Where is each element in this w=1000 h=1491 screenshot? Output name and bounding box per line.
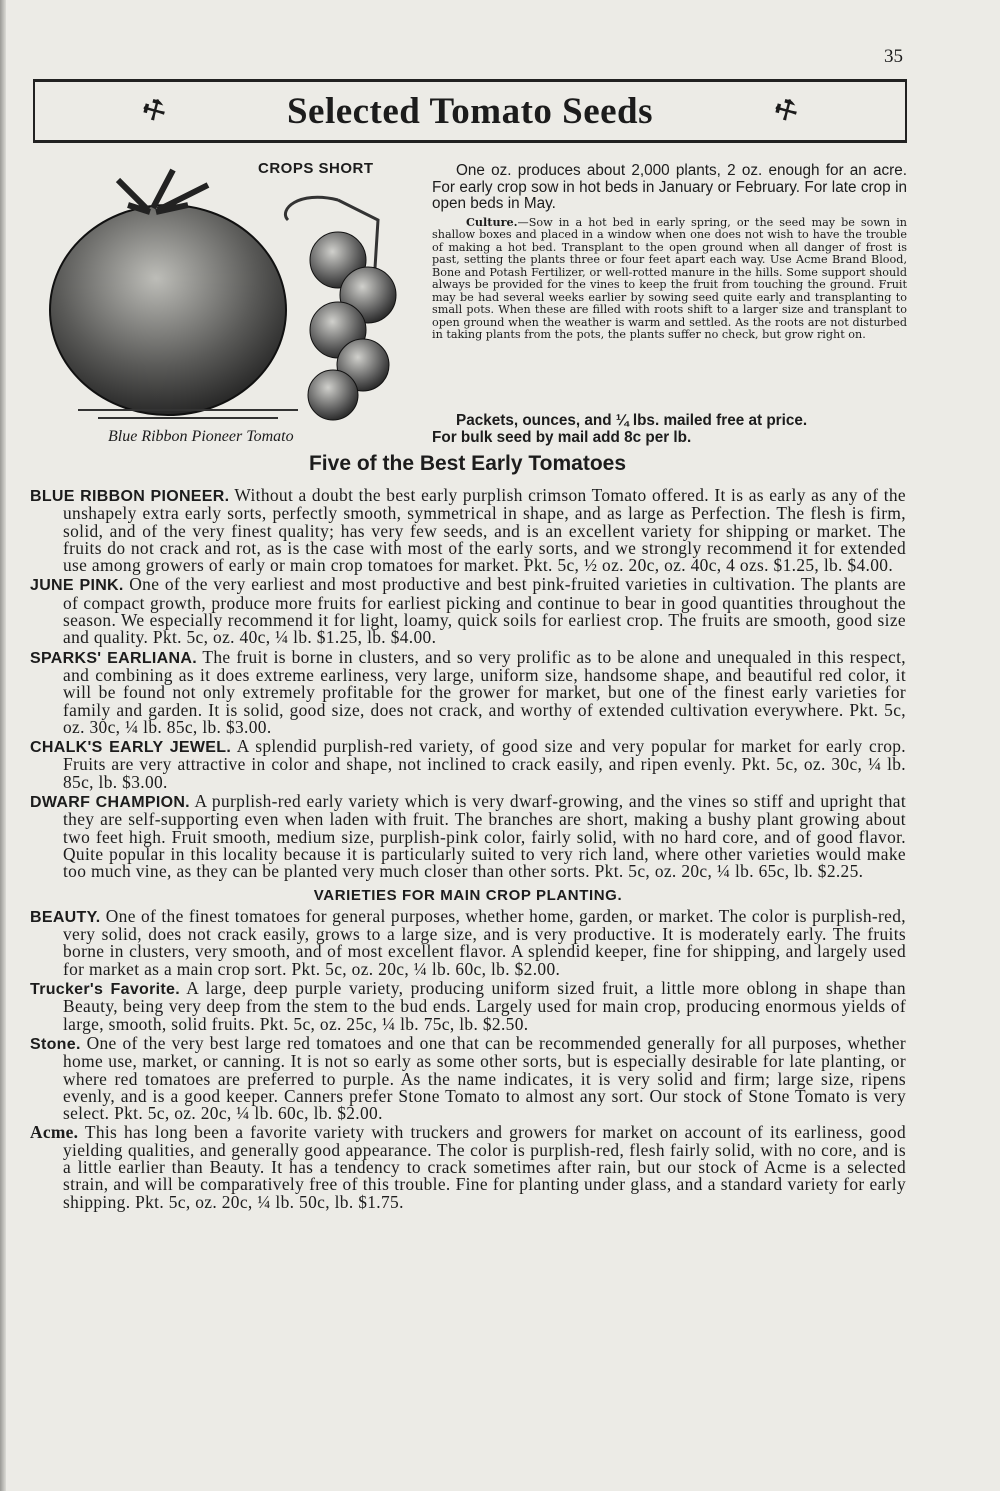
variety-description: One of the very earliest and most productive and best pink-fruited varieties in cultivation. The plants are of compact growth, produce more fruits for earliest picking and continue to bear in good quantities throughout the season. We especially recommend it for light, loamy, quick soils for earliest crop. The fruits are smooth, good size and quality. Pkt. 5c, oz. 40c, ¼ lb. $1.25, lb. $4.00. [63,574,907,648]
tomato-calyx [118,170,208,212]
large-tomato [50,205,286,415]
variety-entry [30,980,906,1033]
trowel-ornament-icon: ⚒ [769,92,804,129]
variety-name: SPARKS' EARLIANA. [30,649,197,667]
variety-name: BEAUTY. [30,908,101,926]
variety-description: One of the finest tomatoes for general purposes, whether home, garden, or market. The color is purplish-red, very solid, does not crack easily, grows to a large size, and is very productive. It is moderately early. The fruits borne in clusters, very smooth, and of most excellent flavor. A splendid keeper, fine for shipping, and largely used for market as a main crop sort. Pkt. 5c, oz. 20c, ¼ lb. 60c, lb. $2.00. [63,905,906,979]
variety-name: JUNE PINK. [30,577,124,595]
variety-name: Stone. [30,1035,81,1053]
variety-entry [30,576,906,646]
cluster-tomato [308,370,358,420]
page-title: Selected Tomato Seeds [286,91,654,132]
variety-description: This has long been a favorite variety with truckers and growers for market on account of its earliness, good yielding qualities, and generally good appearance. The color is purplish-red, flesh fairly solid, with no core, and is a little earlier than Beauty. It has a tendency to crack sometimes after rain, but our stock of Acme is a selected strain, and will be comparatively free of this trouble. Fine for planting under glass, and a standard variety for early shipping. Pkt. 5c, oz. 20c, ¼ lb. 50c, lb. $1.75. [63,1122,906,1212]
variety-name: CHALK'S EARLY JEWEL. [30,739,232,757]
variety-entry [30,905,906,979]
variety-entry [30,1032,906,1124]
culture-text: —Sow in a hot bed in early spring, or the seed may be sown in shallow boxes and placed in a window when one does not wish to have the trouble of making a hot bed. Transplant to the open ground when all danger of frost is past, setting the plants three or four feet apart each way. Use Acme Brand Blood, Bone and Potash Fertilizer, or well-rotted manure in the hills. Some support should always be provided for the vines to keep the fruit from touching the ground. Fruit may be had several weeks earlier by sowing seed quite early and transplanting to small pots. When these are filled with roots shift to a larger size and transplant to open ground when the weather is warm and settled. As the roots are not disturbed in taking plants from the pots, the plants suffer no check, but grow right on. [432,216,907,342]
culture-paragraph [432,216,907,342]
variety-entry [30,646,907,737]
variety-entry [30,1124,906,1210]
illustration-caption: Blue Ribbon Pioneer Tomato [108,428,294,445]
variety-name: Trucker's Favorite. [30,981,180,999]
variety-description: Without a doubt the best early purplish crimson Tomato offered. It is as early as any of the unshapely extra early sorts, perfectly smooth, symmetrical in shape, and as large as Perfection. The flesh is firm, solid, and of the very finest quality; has very few seeds, and is an excellent variety for shipping or market. The fruits do not crack and rot, as is the case with most of the early sorts, and we strongly recommend it for extended use among growers of early or main crop tomatoes for market. Pkt. 5c, ½ oz. 20c, oz. 40c, 4 ozs. $1.25, lb. $4.00. [63,485,907,576]
intro-text [432,163,907,213]
packets-note: Packets, ounces, and ¼ lbs. mailed free at price. [456,412,808,429]
variety-name: BLUE RIBBON PIONEER. [30,488,230,505]
tomato-illustration [38,160,408,428]
variety-description: The fruit is borne in clusters, and so very prolific as to be alone and unequaled in this respect, and combining as it does extreme earliness, very large, uniform size, handsome shape, and beautiful red color, it will be found not only extremely profitable for the grower for market, but one of the finest early varieties for family and garden. It is solid, good size, does not crack, and worthy of extended cultivation everywhere. Pkt. 5c, oz. 30c, ¼ lb. 85c, lb. $3.00. [63,646,907,737]
sowing-info: One oz. produces about 2,000 plants, 2 oz. enough for an acre. For early crop sow in hot beds in January or February. For late crop in open beds in May. [432,162,907,212]
variety-description: A splendid purplish-red variety, of good size and very popular for market for early crop. Fruits are very attractive in color and shape, not inclined to crack easily, and ripen evenly. Pkt. 5c, oz. 30c, ¼ lb. 85c, lb. $3.00. [63,736,906,792]
section-heading-early: Five of the Best Early Tomatoes [308,452,627,475]
mailing-info [432,413,907,446]
crops-short-label: CROPS SHORT [258,160,374,177]
title-banner [33,79,907,143]
culture-label: Culture. [466,215,518,229]
variety-description: A large, deep purple variety, producing uniform sized fruit, a little more oblong in shape than Beauty, being very deep from the stem to the bud ends. Largely used for main crop, producing enormous yields of large, smooth, solid fruits. Pkt. 5c, oz. 25c, ¼ lb. 75c, lb. $2.50. [63,978,906,1034]
variety-name: Acme. [30,1122,79,1143]
variety-description: One of the very best large red tomatoes and one that can be recommended generally for all purposes, whether home use, market, or canning. It is not so early as some other sorts, but is especially desirable for late planting, or where red tomatoes are preferred to purple. As the name indicates, it is very solid and firm; large size, ripens evenly, and is a good keeper. Canners prefer Stone Tomato to almost any sort. Our stock of Stone Tomato is very select. Pkt. 5c, oz. 20c, ¼ lb. 60c, lb. $2.00. [63,1032,906,1124]
variety-listings [30,487,906,1213]
variety-name: DWARF CHAMPION. [30,794,190,812]
page-number: 35 [884,46,903,67]
page-spine-edge [0,0,6,1491]
variety-description: A purplish-red early variety which is very dwarf-growing, and the vines so stiff and upright that they are self-supporting even when laden with fruit. The branches are short, making a bushy plant growing about two feet high. Fruit smooth, medium size, purplish-pink color, fairly solid, with no hard core, and of good flavor. Quite popular in this locality because it is particularly suited to very rich land, where other varieties would make too much vine, as they can be planted very much closer than other sorts. Pkt. 5c, oz. 20c, ¼ lb. 65c, lb. $2.25. [63,791,907,882]
variety-entry [30,487,906,574]
variety-entry [30,738,906,791]
trowel-ornament-icon: ⚒ [137,92,172,129]
bulk-note: For bulk seed by mail add 8c per lb. [432,428,692,446]
section-heading-main-crop: VARIETIES FOR MAIN CROP PLANTING. [313,886,623,904]
variety-entry [30,793,906,880]
